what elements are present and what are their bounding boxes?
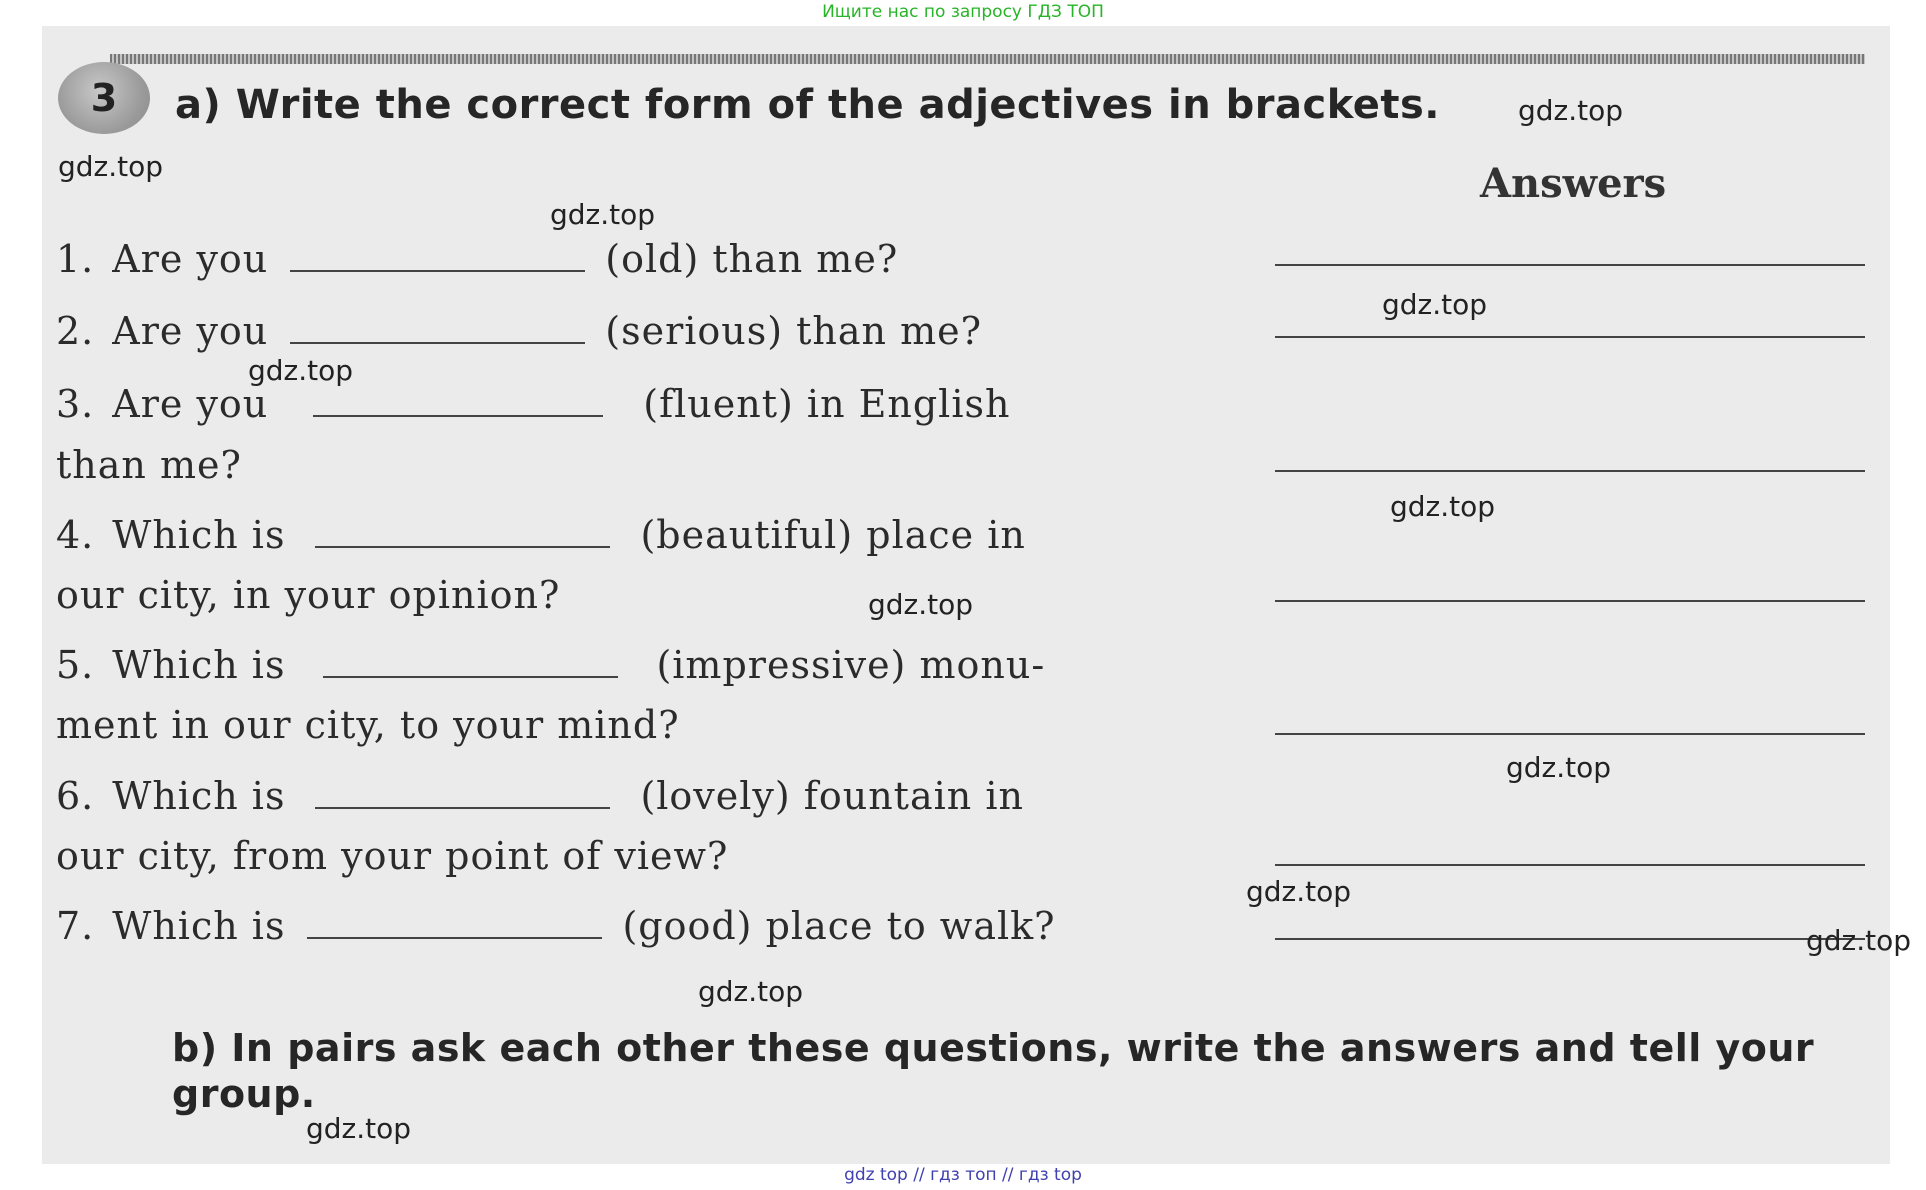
question-number: 4. <box>56 513 95 557</box>
part-b-heading-line2: group. <box>172 1072 316 1116</box>
question-prefix: Which is <box>112 513 286 557</box>
question-1 <box>56 230 898 288</box>
answer-line-5[interactable] <box>1275 733 1865 735</box>
answer-blank[interactable] <box>290 244 585 272</box>
exercise-number: 3 <box>90 76 118 120</box>
watermark: gdz.top <box>698 975 804 1008</box>
question-6-continued: our city, from your point of view? <box>56 834 729 878</box>
question-prefix: Are you <box>112 309 269 353</box>
answers-title: Answers <box>1480 160 1667 207</box>
answer-line-6[interactable] <box>1275 864 1865 866</box>
answer-line-7[interactable] <box>1275 938 1865 940</box>
watermark: gdz.top <box>868 588 974 621</box>
question-4 <box>56 506 1026 564</box>
answer-blank[interactable] <box>290 316 585 344</box>
question-7 <box>56 897 1056 955</box>
question-number: 3. <box>56 382 95 426</box>
question-3 <box>56 375 1010 433</box>
watermark: gdz.top <box>1382 288 1488 321</box>
question-number: 1. <box>56 237 95 281</box>
question-prefix: Which is <box>112 904 286 948</box>
watermark: gdz.top <box>1806 924 1912 957</box>
question-word: (beautiful) place in <box>640 513 1026 557</box>
watermark: gdz.top <box>550 198 656 231</box>
question-prefix: Which is <box>112 643 286 687</box>
question-6 <box>56 767 1024 825</box>
question-number: 7. <box>56 904 95 948</box>
question-prefix: Are you <box>112 237 269 281</box>
question-3-continued: than me? <box>56 443 242 487</box>
watermark: gdz.top <box>58 150 164 183</box>
top-banner[interactable]: Ищите нас по запросу ГДЗ ТОП <box>822 2 1104 22</box>
watermark: gdz.top <box>1518 94 1624 127</box>
question-number: 5. <box>56 643 95 687</box>
watermark: gdz.top <box>1506 751 1612 784</box>
question-prefix: Are you <box>112 382 269 426</box>
watermark: gdz.top <box>306 1112 412 1145</box>
question-word: (old) than me? <box>605 237 899 281</box>
question-word: (lovely) fountain in <box>640 774 1024 818</box>
answer-line-3[interactable] <box>1275 470 1865 472</box>
exercise-number-badge <box>58 62 150 134</box>
answer-line-1[interactable] <box>1275 264 1865 266</box>
watermark: gdz.top <box>1246 875 1352 908</box>
answer-blank[interactable] <box>315 781 610 809</box>
answer-blank[interactable] <box>323 650 618 678</box>
question-word: (fluent) in English <box>643 382 1011 426</box>
answer-line-4[interactable] <box>1275 600 1865 602</box>
question-5-continued: ment in our city, to your mind? <box>56 703 680 747</box>
answer-blank[interactable] <box>307 911 602 939</box>
answer-blank[interactable] <box>315 520 610 548</box>
question-word: (good) place to walk? <box>622 904 1056 948</box>
question-4-continued: our city, in your opinion? <box>56 573 561 617</box>
question-prefix: Which is <box>112 774 286 818</box>
question-word: (impressive) monu- <box>656 643 1046 687</box>
question-5 <box>56 636 1045 694</box>
question-number: 6. <box>56 774 95 818</box>
question-number: 2. <box>56 309 95 353</box>
watermark: gdz.top <box>248 354 354 387</box>
bottom-banner[interactable]: gdz top // гдз топ // гдз top <box>844 1165 1082 1185</box>
answer-blank[interactable] <box>313 389 603 417</box>
header-rule <box>110 54 1865 64</box>
part-a-heading: a) Write the correct form of the adjectives in brackets. <box>175 82 1440 128</box>
watermark: gdz.top <box>1390 490 1496 523</box>
question-2 <box>56 302 982 360</box>
answer-line-2[interactable] <box>1275 336 1865 338</box>
part-b-heading-line1: b) In pairs ask each other these questions, write the answers and tell your <box>172 1026 1815 1070</box>
question-word: (serious) than me? <box>605 309 983 353</box>
